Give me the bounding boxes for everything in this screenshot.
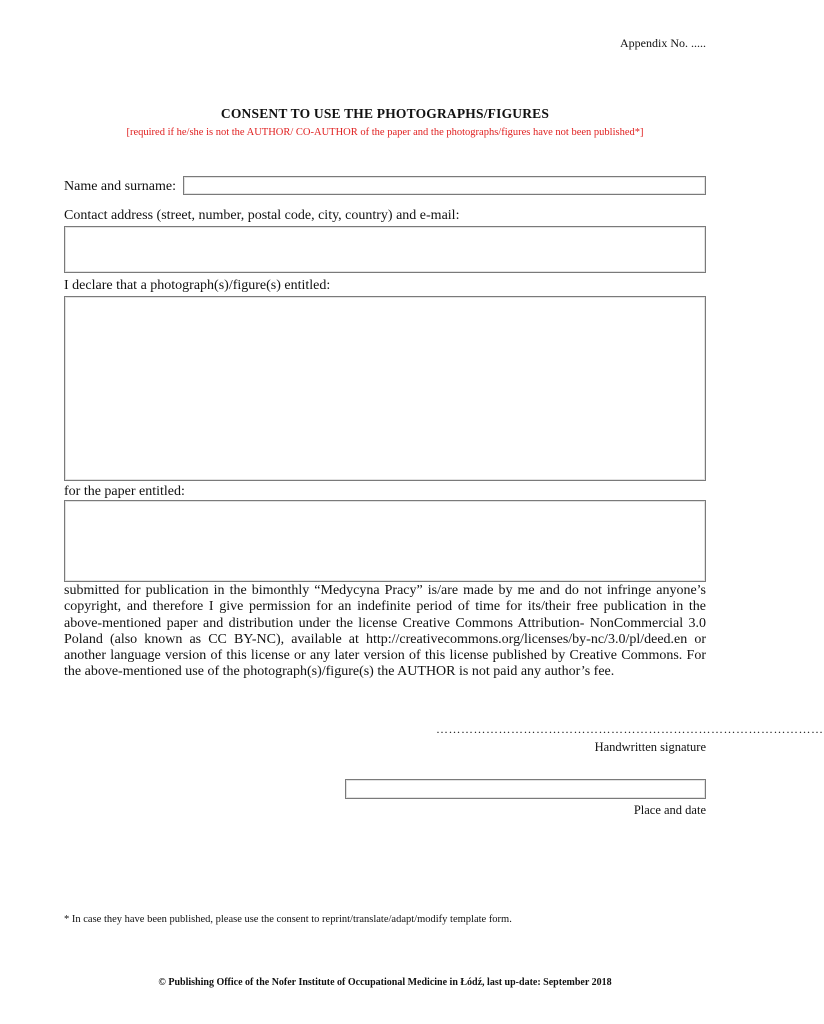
copyright-footer: © Publishing Office of the Nofer Institute of Occupational Medicine in Łódź, last up-date: September 2018	[158, 977, 612, 988]
name-label: Name and surname:	[64, 179, 176, 194]
paper-title-field[interactable]	[64, 500, 706, 582]
appendix-number: Appendix No. .....	[620, 36, 706, 50]
place-date-label: Place and date	[633, 803, 706, 817]
place-date-field[interactable]	[345, 779, 706, 799]
declare-label: I declare that a photograph(s)/figure(s) entitled:	[64, 278, 331, 293]
required-note: [required if he/she is not the AUTHOR/ CO-AUTHOR of the paper and the photographs/figures have not been published*]	[126, 127, 644, 138]
contact-label: Contact address (street, number, postal code, city, country) and e-mail:	[64, 208, 460, 223]
name-surname-field[interactable]	[183, 176, 706, 195]
consent-statement: submitted for publication in the bimonthly “Medycyna Pracy” is/are made by me and do not infringe anyone’s copyright, and therefore I give permission for an indefinite period of time for its/their free publication in the above-mentioned paper and distribution under the license Creative Commons Attribution- NonCommercial 3.0 Poland (also known as CC BY-NC), available at http://creativecommons.org/licenses/by-nc/3.0/pl/deed.en or another language version of this license or any later version of this license published by Creative Commons. For the above-mentioned use of the photograph(s)/figure(s) the AUTHOR is not paid any author’s fee.	[64, 583, 706, 680]
signature-line: …………………………………………………………………………………	[436, 722, 824, 736]
footnote: * In case they have been published, please use the consent to reprint/translate/adapt/modify template form.	[64, 914, 512, 925]
signature-label: Handwritten signature	[594, 740, 706, 754]
photograph-title-field[interactable]	[64, 296, 706, 481]
contact-address-field[interactable]	[64, 226, 706, 273]
paper-label: for the paper entitled:	[64, 484, 185, 499]
page-title: CONSENT TO USE THE PHOTOGRAPHS/FIGURES	[220, 106, 550, 121]
